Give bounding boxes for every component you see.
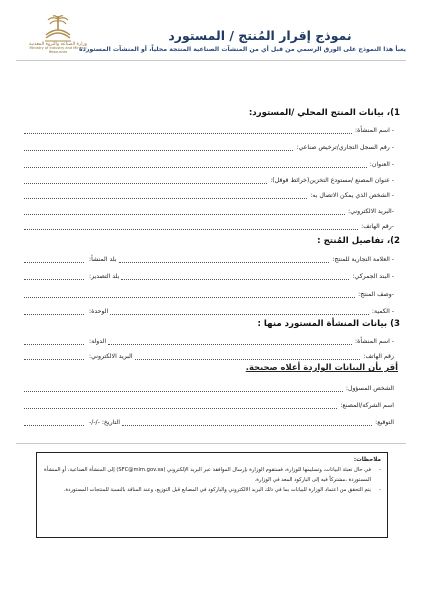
field-commercial-register[interactable]: - رقم السجل التجاري/ترخيص صناعي: <box>24 141 394 153</box>
field-brand[interactable]: - العلامة التجارية للمنتج: بلد المنشأ: <box>24 253 394 265</box>
palm-swords-emblem-icon <box>41 14 75 42</box>
notes-title: ملاحظات: <box>353 457 381 463</box>
origin-country-label: بلد المنشأ: <box>89 255 117 263</box>
ministry-logo <box>28 14 88 64</box>
section-2-heading: 2)، تفاصيل المُنتج : <box>317 236 400 246</box>
field-contact-person[interactable]: - الشخص الذي يمكن الاتصال به: <box>24 189 394 201</box>
field-quantity[interactable]: - الكمية: الوحدة: <box>24 305 394 317</box>
field-phone[interactable]: -رقم الهاتف: <box>24 220 394 232</box>
field-customs-item[interactable]: - البند الجمركي: بلد التصدير: <box>24 270 394 282</box>
field-responsible-person[interactable]: الشخص المسؤول: <box>24 382 394 394</box>
note-item: - يتم التحقق من اعتماد الوزارة للبيانات بما في ذلك البريد الالكتروني والباركود في المصانع قبل التوزيع، وعند المنافذ بالنسبة للمنتجات المستوردة. <box>43 486 381 496</box>
form-title: نموذج إقرار المُنتج / المستورد <box>168 28 352 43</box>
acknowledgement-heading: أقر بأن البيانات الواردة أعلاه صحيحة. <box>245 362 398 372</box>
form-subtitle: يعبأ هذا النموذج على الورق الرسمي من قبل أي من المنشآت الصناعية المنتجة محلياً، أو المنشآت المستوردة <box>79 46 406 53</box>
notes-box <box>36 452 388 538</box>
unit-label: الوحدة: <box>89 307 109 315</box>
field-signature[interactable]: التوقيع: التاريخ: -/-/- <box>24 416 394 428</box>
section-1-heading: 1)، بيانات المنتج المحلي /المستورد: <box>248 108 400 118</box>
header-divider <box>16 60 406 61</box>
logo-caption-arabic: وزارة الصناعة والثروة المعدنية <box>29 42 87 47</box>
export-country-label: بلد التصدير: <box>89 272 120 280</box>
field-factory-address[interactable]: - عنوان المصنع /مستودع التخزين(خرائط قوقل): <box>24 174 394 186</box>
logo-caption-english: Ministry of Industry and Mineral Resources <box>29 46 87 54</box>
date-label: التاريخ: -/-/- <box>89 418 120 426</box>
section-3-heading: 3) بيانات المنشأة المستورد منها : <box>257 319 400 329</box>
field-address[interactable]: - العنوان: <box>24 158 394 170</box>
field-source-phone[interactable]: رقم الهاتف: البريد الالكتروني: <box>24 350 394 362</box>
field-source-establishment[interactable]: - اسم المنشأة: الدولة: <box>24 335 394 347</box>
field-product-description[interactable]: -وصف المنتج: <box>24 288 394 300</box>
note-item: - في حال تعبئة البيانات، وتسليمها للوزارة، فستقوم الوزارة بإرسال الموافقة عبر البريد الإلكتروني (SFC@mim.gov.sa) إلى المنشأة الصناعية، أو المنشأة المستوردة ،مشتركاً فيه إلى الباركود المعد في الوزارة. <box>43 466 381 486</box>
source-country-label: الدولة: <box>89 337 107 345</box>
field-establishment-name[interactable]: - اسم المنشأة: <box>24 124 394 136</box>
field-email[interactable]: -البريد الالكتروني: <box>24 205 394 217</box>
field-company-name[interactable]: اسم الشركة/المصنع: <box>24 399 394 411</box>
notes-divider <box>16 443 406 444</box>
source-email-label: البريد الالكتروني: <box>89 352 133 360</box>
